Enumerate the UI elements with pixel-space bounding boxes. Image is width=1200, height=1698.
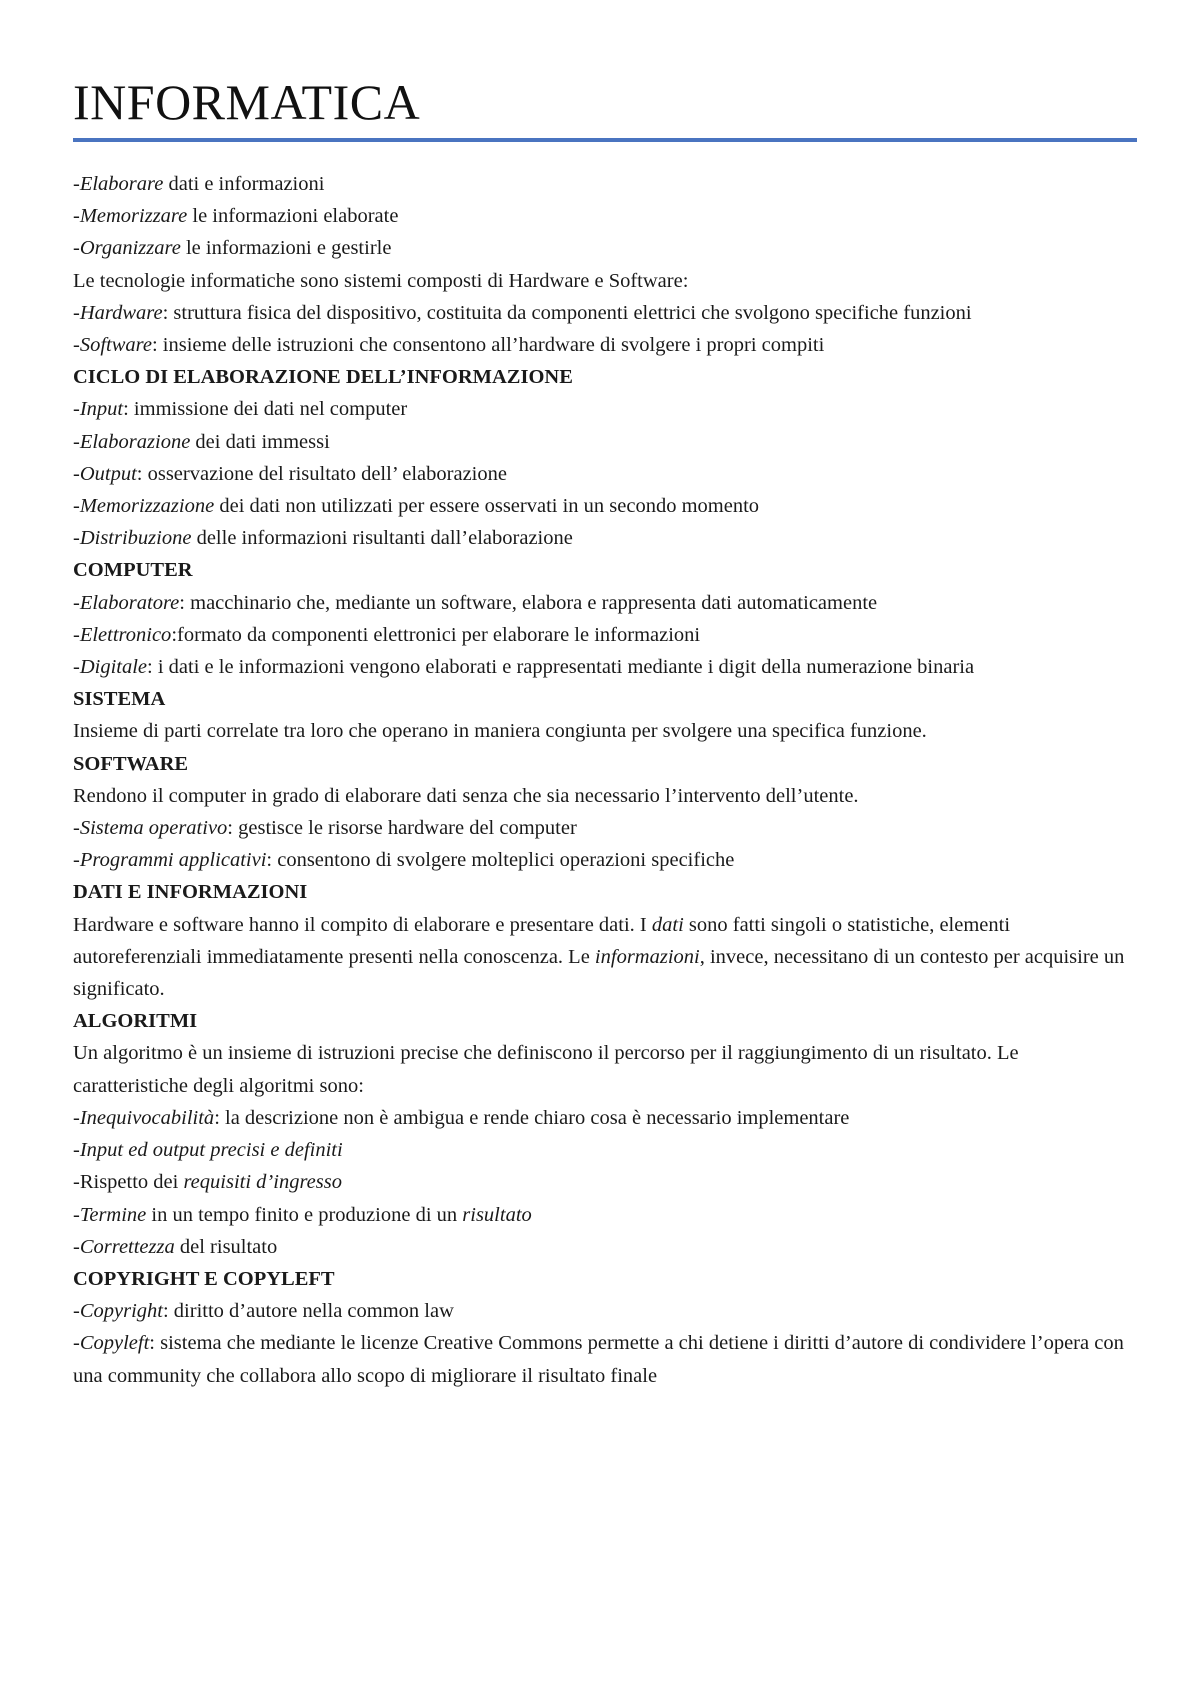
paragraph: [73, 909, 1137, 1006]
text-run: DATI E INFORMAZIONI: [73, 881, 308, 904]
text-run: Un algoritmo è un insieme di istruzioni precise che definiscono il percorso per il raggiungimento di un risultato. Le caratteristiche degli algoritmi sono:: [73, 1042, 1019, 1097]
italic-text: Input ed output precisi e definiti: [79, 1139, 343, 1162]
paragraph: [73, 297, 1137, 329]
paragraph: [73, 458, 1137, 490]
text-run: : la descrizione non è ambigua e rende chiaro cosa è necessario implementare: [214, 1106, 850, 1129]
section-heading: [73, 876, 1137, 908]
text-run: dei dati non utilizzati per essere osservati in un secondo momento: [214, 495, 760, 518]
section-heading: [73, 683, 1137, 715]
text-run: -: [73, 430, 80, 453]
italic-text: Software: [79, 334, 152, 357]
text-run: : insieme delle istruzioni che consentono all’hardware di svolgere i propri compiti: [151, 334, 825, 357]
paragraph: [73, 715, 1137, 747]
italic-text: risultato: [462, 1203, 532, 1226]
text-run: in un tempo finito e produzione di un: [146, 1203, 463, 1226]
paragraph: [73, 232, 1137, 264]
text-run: : gestisce le risorse hardware del computer: [227, 817, 577, 840]
italic-text: Elaborazione: [79, 430, 191, 453]
italic-text: Memorizzazione: [79, 495, 215, 518]
paragraph: [73, 1295, 1137, 1327]
text-run: -: [73, 1139, 80, 1162]
text-run: -: [73, 237, 80, 260]
text-run: -: [73, 1300, 80, 1323]
text-run: SISTEMA: [73, 688, 166, 711]
paragraph: [73, 1037, 1137, 1101]
text-run: -: [73, 1235, 80, 1258]
text-run: : macchinario che, mediante un software, elabora e rappresenta dati automaticamente: [179, 591, 878, 614]
text-run: : struttura fisica del dispositivo, costituita da componenti elettrici che svolgono specifiche funzioni: [162, 301, 972, 324]
document-page: [73, 72, 1137, 1392]
text-run: Hardware e software hanno il compito di elaborare e presentare dati. I: [73, 913, 652, 936]
italic-text: Copyright: [79, 1300, 163, 1323]
italic-text: Elettronico: [79, 623, 172, 646]
document-body: [73, 168, 1137, 1392]
paragraph: [73, 329, 1137, 361]
italic-text: Programmi applicativi: [79, 849, 267, 872]
text-run: ALGORITMI: [73, 1010, 198, 1033]
paragraph: [73, 812, 1137, 844]
section-heading: [73, 748, 1137, 780]
text-run: sono fatti singoli o statistiche, elementi autoreferenziali immediatamente presenti nella conoscenza. Le: [73, 913, 1011, 968]
italic-text: Digitale: [79, 656, 148, 679]
text-run: -: [73, 656, 80, 679]
italic-text: Distribuzione: [79, 527, 192, 550]
paragraph: [73, 426, 1137, 458]
italic-text: Termine: [79, 1203, 147, 1226]
text-run: -: [73, 527, 80, 550]
text-run: -: [73, 173, 80, 195]
text-run: : diritto d’autore nella common law: [162, 1300, 454, 1323]
italic-text: Elaborare: [79, 173, 164, 195]
text-run: -: [73, 398, 80, 421]
italic-text: informazioni: [594, 945, 700, 968]
paragraph: [73, 1102, 1137, 1134]
italic-text: dati: [651, 913, 684, 936]
text-run: -: [73, 591, 80, 614]
section-heading: [73, 361, 1137, 393]
paragraph: [73, 1327, 1137, 1391]
italic-text: Output: [79, 462, 137, 485]
paragraph: [73, 265, 1137, 297]
paragraph: [73, 619, 1137, 651]
section-heading: [73, 1005, 1137, 1037]
text-run: COMPUTER: [73, 559, 193, 582]
title-underline: [73, 138, 1137, 142]
text-run: , invece, necessitano di un contesto per acquisire un significato.: [73, 945, 1125, 1001]
italic-text: Hardware: [79, 301, 163, 324]
italic-text: requisiti d’ingresso: [183, 1171, 342, 1194]
paragraph: [73, 522, 1137, 554]
paragraph: [73, 1231, 1137, 1263]
text-run: : i dati e le informazioni vengono elaborati e rappresentati mediante i digit della numerazione binaria: [147, 656, 975, 679]
italic-text: Elaboratore: [79, 591, 180, 614]
paragraph: [73, 1199, 1137, 1231]
text-run: -: [73, 849, 80, 872]
text-run: : sistema che mediante le licenze Creative Commons permette a chi detiene i diritti d’autore di condividere l’opera con una community che collabora allo scopo di migliorare il risultato finale: [73, 1332, 1124, 1387]
paragraph: [73, 168, 1137, 200]
italic-text: Copyleft: [79, 1332, 150, 1355]
paragraph: [73, 1166, 1137, 1198]
text-run: -: [73, 1106, 80, 1129]
section-heading: [73, 554, 1137, 586]
italic-text: Organizzare: [79, 237, 181, 260]
paragraph: [73, 587, 1137, 619]
italic-text: Sistema operativo: [79, 817, 228, 840]
text-run: le informazioni elaborate: [187, 205, 399, 228]
text-run: Le tecnologie informatiche sono sistemi composti di Hardware e Software:: [73, 269, 689, 292]
text-run: : immissione dei dati nel computer: [123, 398, 408, 421]
text-run: :formato da componenti elettronici per elaborare le informazioni: [171, 623, 701, 646]
text-run: SOFTWARE: [73, 752, 189, 775]
italic-text: Input: [79, 398, 124, 421]
text-run: -Rispetto dei: [73, 1171, 184, 1194]
text-run: -: [73, 817, 80, 840]
italic-text: Inequivocabilità: [79, 1106, 215, 1129]
italic-text: Memorizzare: [79, 205, 188, 228]
text-run: dati e informazioni: [163, 173, 325, 195]
paragraph: [73, 780, 1137, 812]
text-run: CICLO DI ELABORAZIONE DELL’INFORMAZIONE: [73, 366, 573, 389]
text-run: del risultato: [174, 1235, 278, 1258]
text-run: le informazioni e gestirle: [180, 237, 392, 260]
text-run: -: [73, 301, 80, 324]
italic-text: Correttezza: [79, 1235, 175, 1258]
paragraph: [73, 393, 1137, 425]
text-run: -: [73, 205, 80, 228]
paragraph: [73, 651, 1137, 683]
section-heading: [73, 1263, 1137, 1295]
text-run: Insieme di parti correlate tra loro che operano in maniera congiunta per svolgere una specifica funzione.: [73, 720, 927, 743]
paragraph: [73, 200, 1137, 232]
text-run: -: [73, 334, 80, 357]
text-run: Rendono il computer in grado di elaborare dati senza che sia necessario l’intervento dell’utente.: [73, 784, 859, 807]
text-run: -: [73, 462, 80, 485]
paragraph: [73, 1134, 1137, 1166]
paragraph: [73, 490, 1137, 522]
paragraph: [73, 844, 1137, 876]
page-title: INFORMATICA: [73, 74, 421, 130]
text-run: -: [73, 623, 80, 646]
text-run: -: [73, 1332, 80, 1355]
text-run: delle informazioni risultanti dall’elaborazione: [191, 527, 573, 550]
text-run: -: [73, 495, 80, 518]
text-run: dei dati immessi: [190, 430, 330, 453]
text-run: COPYRIGHT E COPYLEFT: [73, 1267, 335, 1290]
text-run: -: [73, 1203, 80, 1226]
text-run: : osservazione del risultato dell’ elaborazione: [136, 462, 507, 485]
text-run: : consentono di svolgere molteplici operazioni specifiche: [266, 849, 735, 872]
